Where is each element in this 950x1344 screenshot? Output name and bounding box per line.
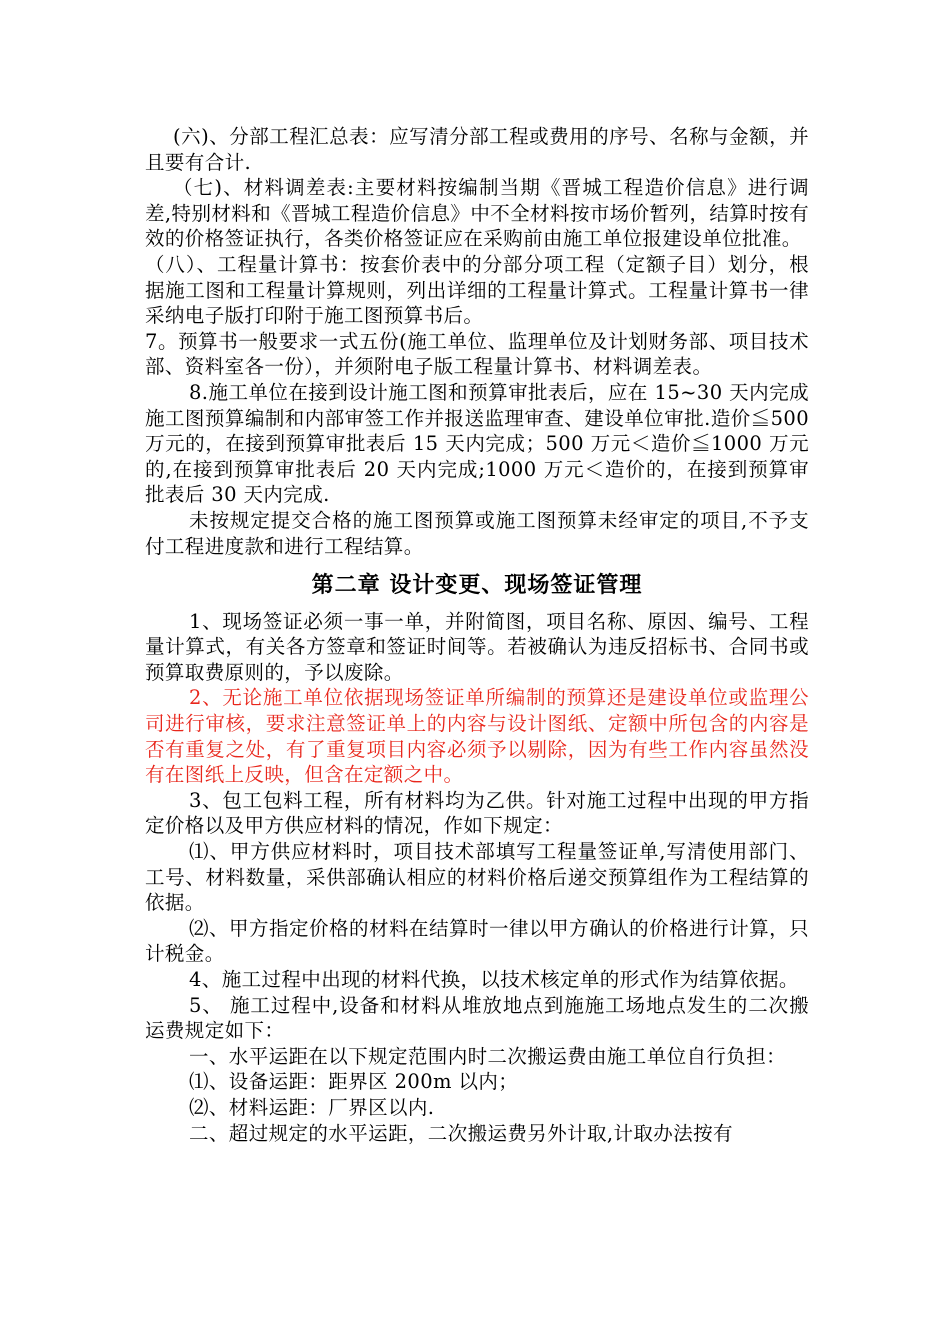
document-page — [145, 124, 809, 1146]
paragraph-site-visa: 1、现场签证必须一事一单，并附简图，项目名称、原因、编号、工程量计算式，有关各方签章和签证时间等。若被确认为违反招标书、合同书或预算取费原则的，予以废除。 — [145, 609, 809, 684]
paragraph-horizontal-distance: 一、水平运距在以下规定范围内时二次搬运费由施工单位自行负担： — [189, 1044, 787, 1068]
paragraph-material-distance: ⑵、材料运距：厂界区以内. — [189, 1095, 435, 1119]
paragraph-contract-materials: 3、包工包料工程，所有材料均为乙供。针对施工过程中出现的甲方指定价格以及甲方供应材料的情况，作如下规定： — [145, 788, 809, 838]
paragraph-excess-distance: 二、超过规定的水平运距，二次搬运费另外计取,计取办法按有 — [189, 1121, 733, 1145]
chapter-title: 第二章 设计变更、现场签证管理 — [311, 573, 643, 599]
paragraph-material-adjustment: （七)、材料调差表:主要材料按编制当期《晋城工程造价信息》进行调差,特别材料和《晋城工程造价信息》中不全材料按市场价暂列，结算时按有效的价格签证执行，各类价格签证应在采购前由施工单位报建设单位批准。 — [145, 176, 809, 251]
paragraph-secondary-handling: 5、 施工过程中,设备和材料从堆放地点到施施工场地点发生的二次搬运费规定如下： — [145, 993, 809, 1043]
paragraph-subtotal-table: (六)、分部工程汇总表：应写清分部工程或费用的序号、名称与金额，并且要有合计. — [145, 125, 809, 174]
paragraph-payment-condition: 未按规定提交合格的施工图预算或施工图预算未经审定的项目,不予支付工程进度款和进行工程结算。 — [145, 508, 809, 558]
paragraph-equipment-distance: ⑴、设备运距：距界区 200m 以内； — [189, 1070, 519, 1094]
paragraph-budget-deadline: 8.施工单位在接到设计施工图和预算审批表后，应在 15~30 天内完成施工图预算编制和内部审签工作并报送监理审查、建设单位审批.造价≦500 万元的，在接到预算审批表后 15 天内完成；500 万元＜造价≦1000 万元的,在接到预算审批表后 20 天内完成;1000 万元＜造价的，在接到预算审批表后 30 天内完成. — [145, 380, 809, 507]
paragraph-budget-copies: 7。预算书一般要求一式五份(施工单位、监理单位及计划财务部、项目技术部、资料室各一份），并须附电子版工程量计算书、材料调差表。 — [145, 329, 809, 379]
paragraph-owner-supplied: ⑴、甲方供应材料时，项目技术部填写工程量签证单,写清使用部门、工号、材料数量，采供部确认相应的材料价格后递交预算组作为工程结算的依据。 — [145, 840, 809, 915]
paragraph-quantity-calculation: （八）、工程量计算书：按套价表中的分部分项工程（定额子目）划分，根据施工图和工程量计算规则，列出详细的工程量计算式。工程量计算书一律采纳电子版打印附于施工图预算书后。 — [145, 252, 809, 328]
paragraph-material-substitution: 4、施工过程中出现的材料代换，以技术核定单的形式作为结算依据。 — [189, 968, 799, 991]
paragraph-review-duplicates: 2、无论施工单位依据现场签证单所编制的预算还是建设单位或监理公司进行审核，要求注意签证单上的内容与设计图纸、定额中所包含的内容是否有重复之处，有了重复项目内容必须予以剔除，因为有些工作内容虽然没有在图纸上反映，但含在定额之中。 — [145, 686, 809, 787]
paragraph-owner-priced: ⑵、甲方指定价格的材料在结算时一律以甲方确认的价格进行计算，只计税金。 — [145, 916, 809, 966]
